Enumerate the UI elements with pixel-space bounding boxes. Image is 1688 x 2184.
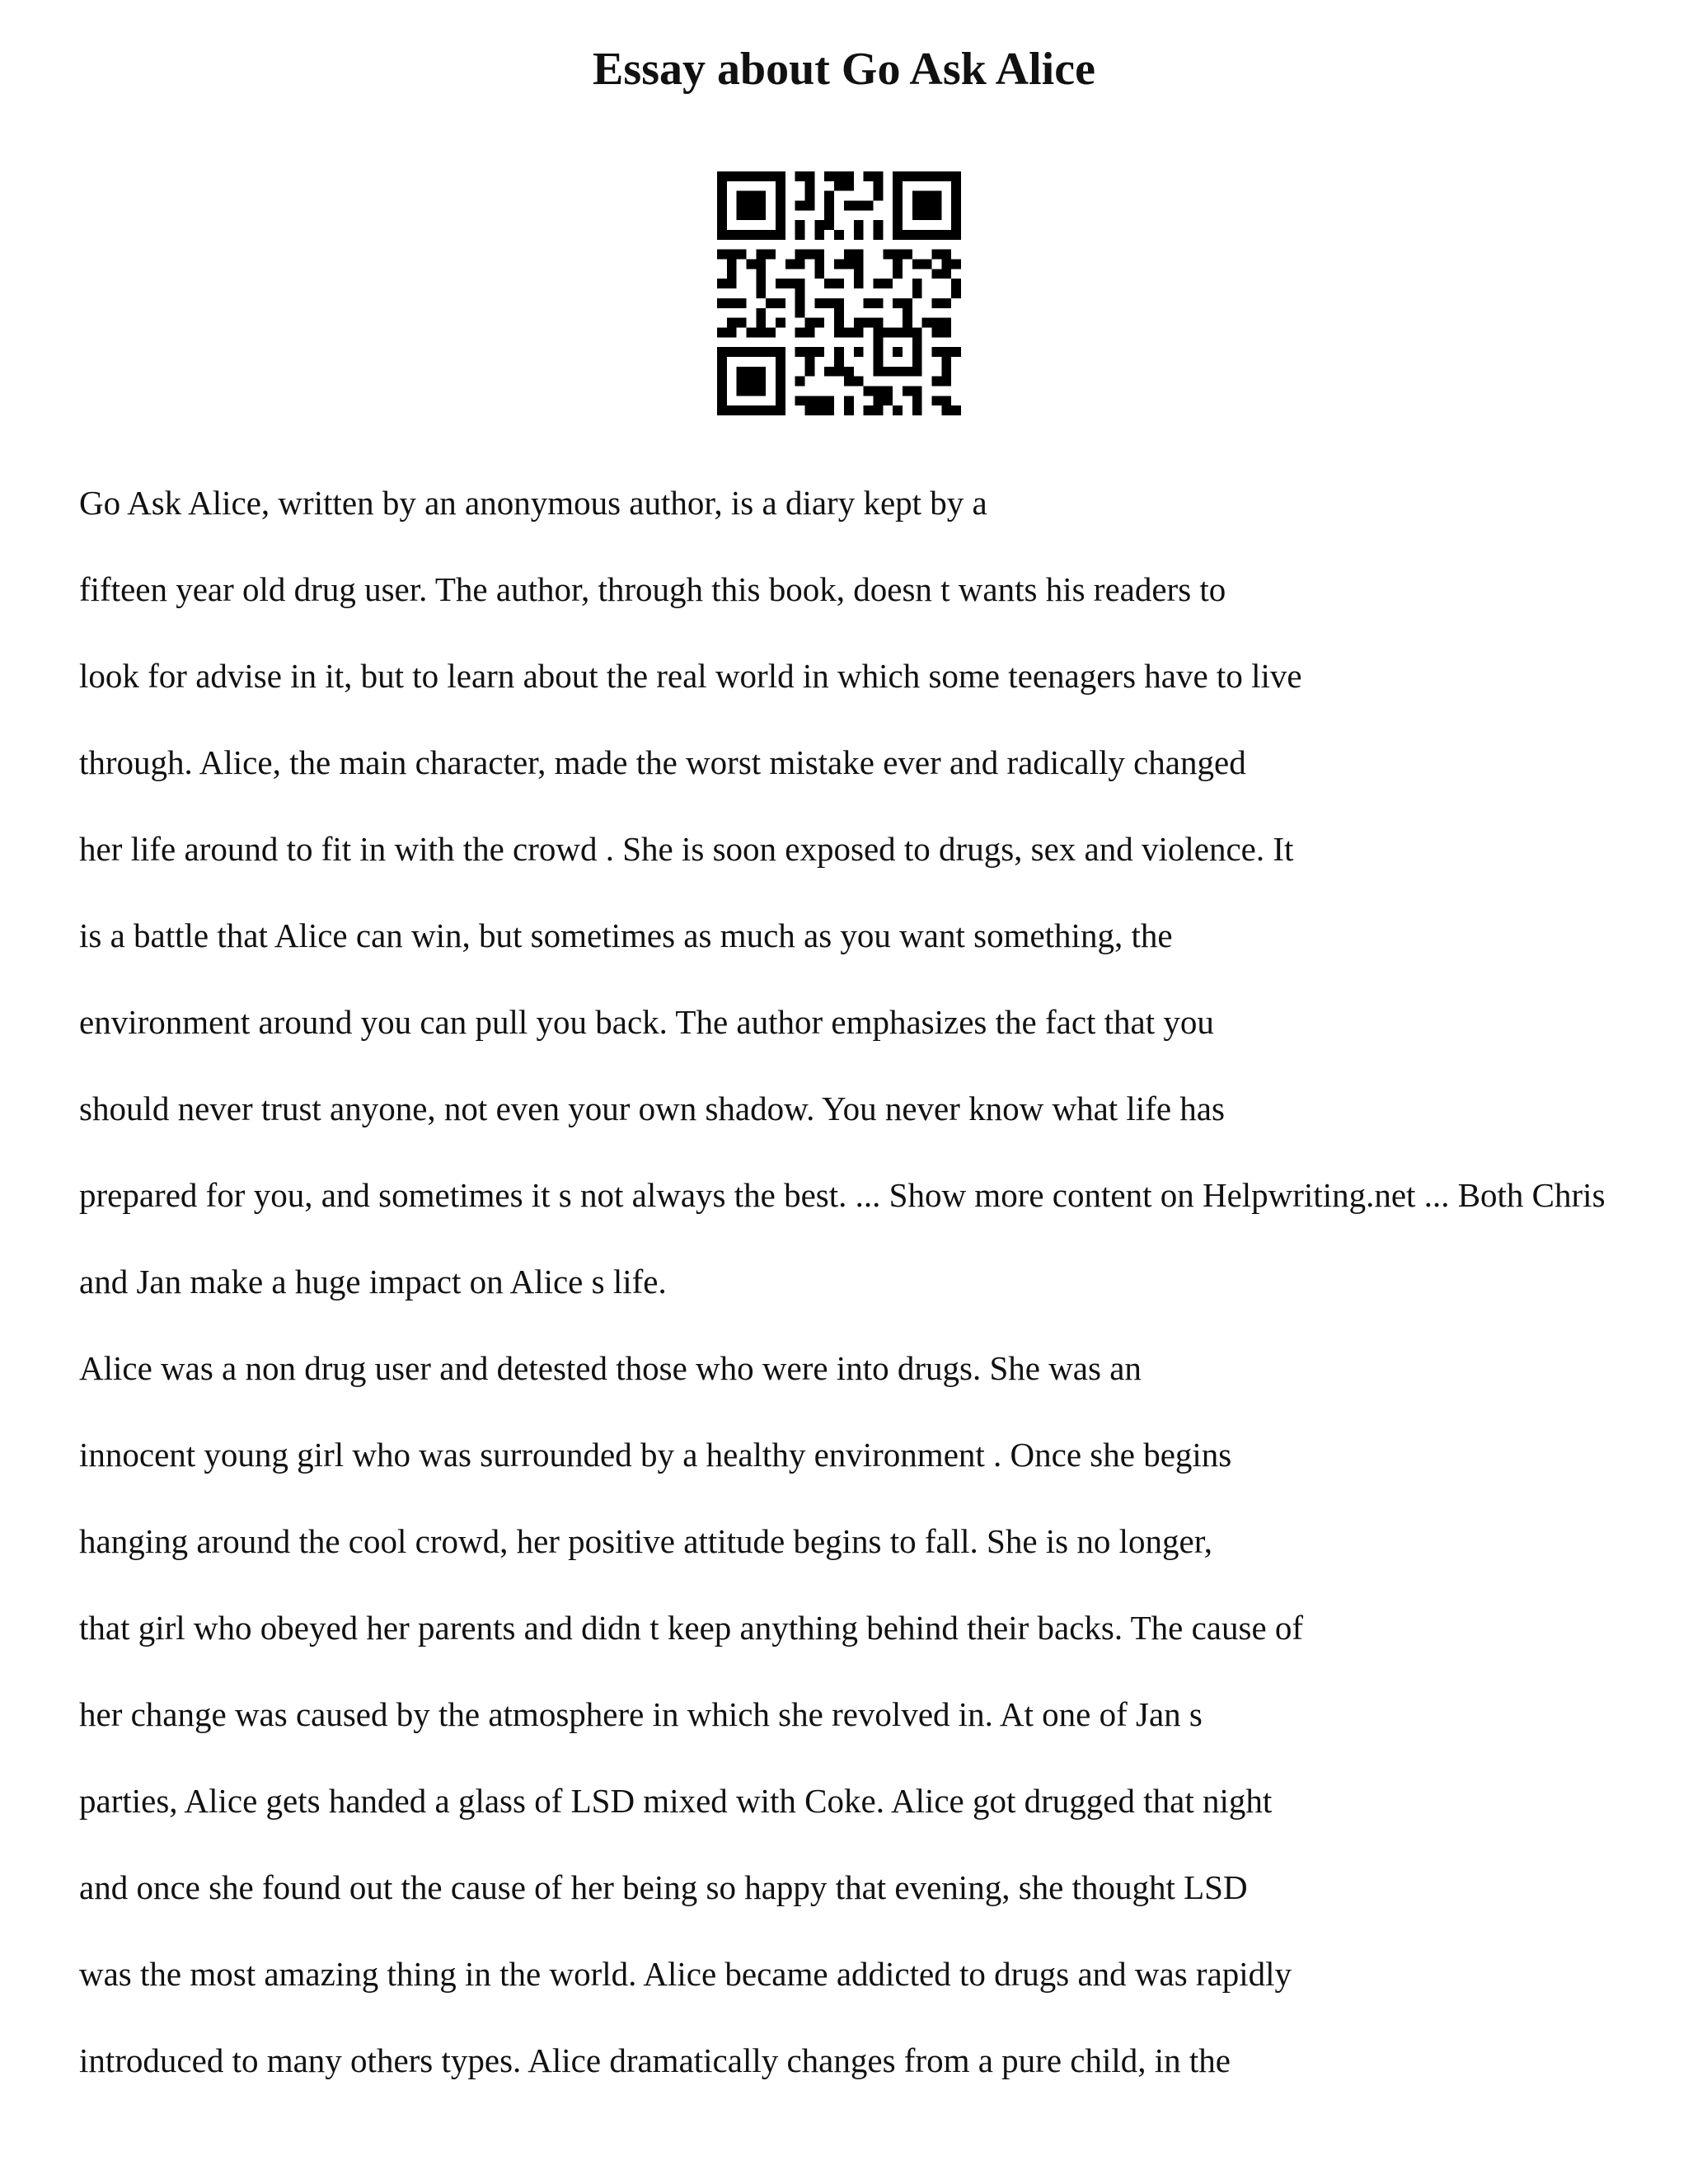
qr-code-icon: [717, 171, 961, 415]
essay-line: environment around you can pull you back. The author emphasizes the fact that you: [79, 1003, 1214, 1041]
essay-line: her life around to fit in with the crowd . She is soon exposed to drugs, sex and violence. It: [79, 830, 1294, 868]
essay-line: that girl who obeyed her parents and didn t keep anything behind their backs. The cause of: [79, 1609, 1304, 1647]
essay-line: innocent young girl who was surrounded by a healthy environment . Once she begins: [79, 1436, 1232, 1474]
essay-line: look for advise in it, but to learn about the real world in which some teenagers have to live: [79, 657, 1302, 695]
essay-line: introduced to many others types. Alice dramatically changes from a pure child, in the: [79, 2041, 1231, 2079]
essay-line: should never trust anyone, not even your own shadow. You never know what life has: [79, 1090, 1225, 1127]
essay-line: Go Ask Alice, written by an anonymous author, is a diary kept by a: [79, 484, 987, 522]
essay-line: fifteen year old drug user. The author, through this book, doesn t wants his readers to: [79, 570, 1226, 608]
essay-line: hanging around the cool crowd, her positive attitude begins to fall. She is no longer,: [79, 1522, 1212, 1560]
essay-line: through. Alice, the main character, made the worst mistake ever and radically changed: [79, 743, 1246, 781]
essay-line: and once she found out the cause of her being so happy that evening, she thought LSD: [79, 1868, 1248, 1906]
essay-line: and Jan make a huge impact on Alice s life.: [79, 1263, 667, 1301]
document-title: Essay about Go Ask Alice: [593, 44, 1095, 95]
essay-line: her change was caused by the atmosphere in which she revolved in. At one of Jan s: [79, 1695, 1203, 1733]
essay-body: [79, 481, 1629, 2125]
essay-line: Alice was a non drug user and detested those who were into drugs. She was an: [79, 1349, 1142, 1387]
essay-line: is a battle that Alice can win, but sometimes as much as you want something, the: [79, 916, 1173, 954]
essay-line: was the most amazing thing in the world. Alice became addicted to drugs and was rapidly: [79, 1955, 1292, 1993]
essay-line: parties, Alice gets handed a glass of LSD mixed with Coke. Alice got drugged that night: [79, 1782, 1273, 1820]
essay-line: prepared for you, and sometimes it s not always the best. ... Show more content on Helpwriting.net ... Both Chris: [79, 1176, 1606, 1214]
